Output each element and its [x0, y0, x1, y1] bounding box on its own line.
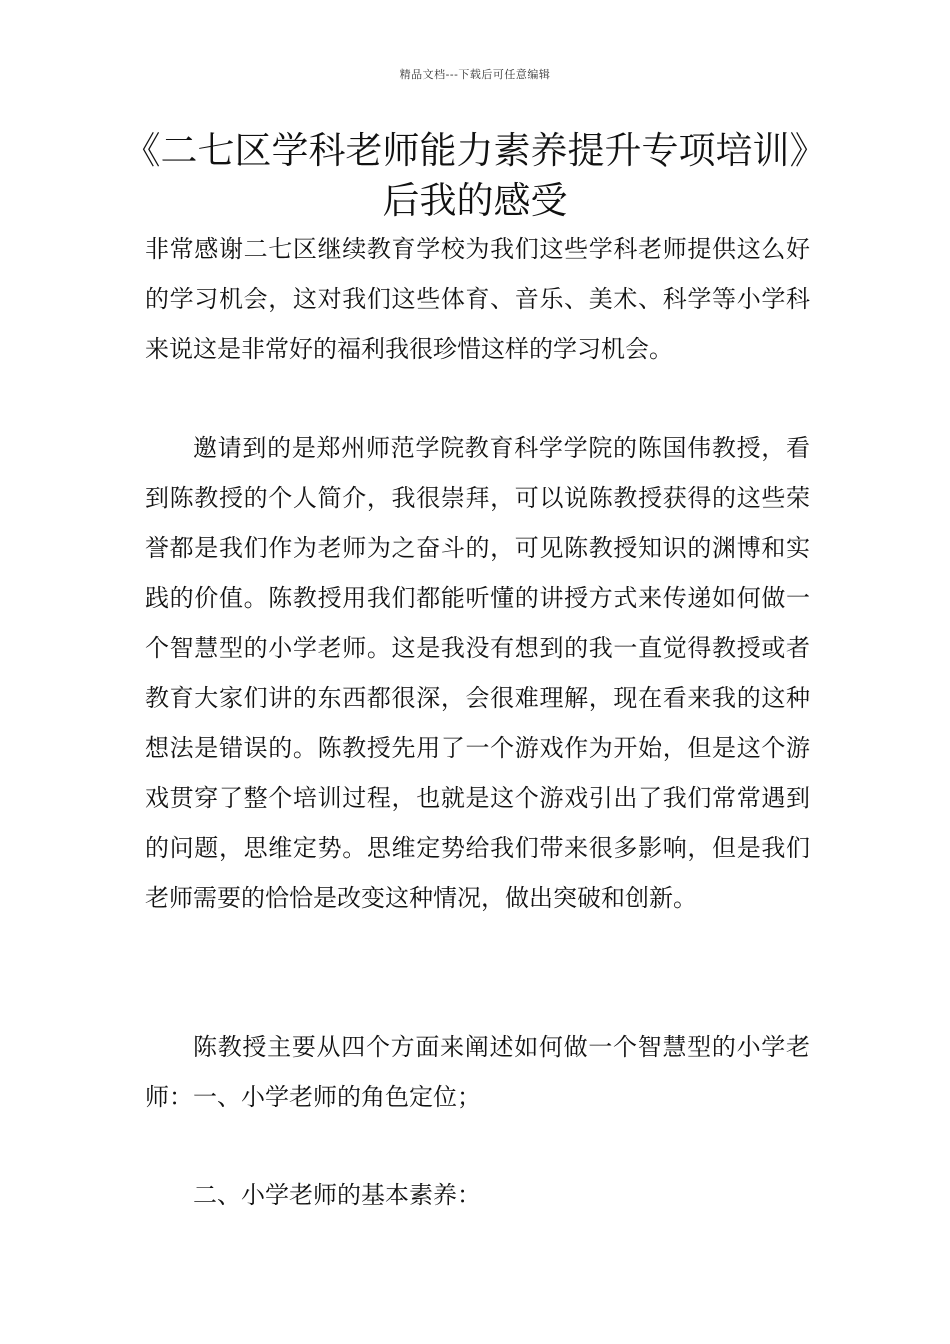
paragraph-professor: 邀请到的是郑州师范学院教育科学学院的陈国伟教授，看到陈教授的个人简介，我很崇拜，可以说陈教授获得的这些荣誉都是我们作为老师为之奋斗的，可见陈教授知识的渊博和实践的价值。陈教授用我们都能听懂的讲授方式来传递如何做一个智慧型的小学老师。这是我没有想到的我一直觉得教授或者教育大家们讲的东西都很深，会很难理解，现在看来我的这种想法是错误的。陈教授先用了一个游戏作为开始，但是这个游戏贯穿了整个培训过程，也就是这个游戏引出了我们常常遇到的问题，思维定势。思维定势给我们带来很多影响，但是我们老师需要的恰恰是改变这种情况，做出突破和创新。 — [145, 434, 810, 912]
paragraph-intro: 非常感谢二七区继续教育学校为我们这些学科老师提供这么好的学习机会，这对我们这些体育、音乐、美术、科学等小学科来说这是非常好的福利我很珍惜这样的学习机会。 — [145, 235, 810, 363]
header-note: 精品文档---下载后可任意编辑 — [399, 68, 551, 81]
paragraph-four-aspects: 陈教授主要从四个方面来阐述如何做一个智慧型的小学老师：一、小学老师的角色定位； — [145, 1033, 810, 1111]
paragraph-basic-quality: 二、小学老师的基本素养： — [193, 1181, 481, 1209]
document-title: 《二七区学科老师能力素养提升专项培训》后我的感受 — [123, 129, 827, 222]
